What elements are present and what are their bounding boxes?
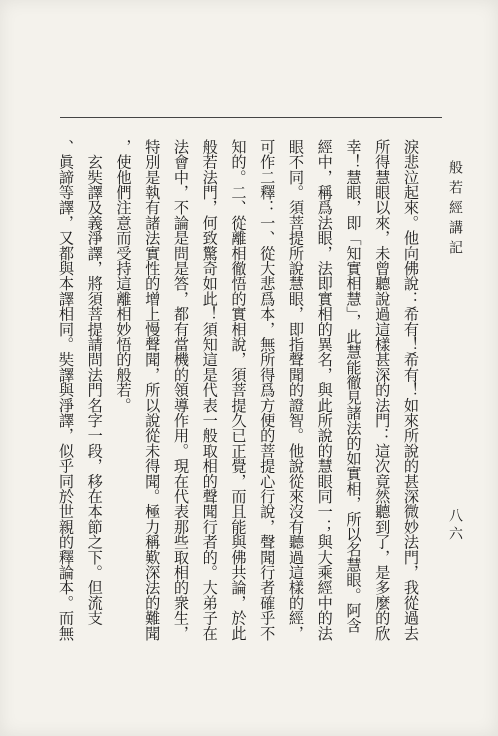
text-column: 、眞諦等譯，又都與本譯相同。奘譯與淨譯，似乎同於世親的釋論本。而無 [57,139,75,641]
text-column: 幸！慧眼，即「知實相慧」，此慧能徹見諸法的如實相，所以名慧眼。阿含 [344,139,363,633]
text-column: 特別是執有諸法實性的增上慢聲聞，所以說從未得聞。極力稱歎深法的難聞 [143,139,162,641]
page-number: 八六 [447,508,463,544]
text-column: 知的。二、從離相徹悟的實相說，須菩提久已正覺，而且能與佛共論，於此 [229,139,248,641]
text-column: 眼不同。須菩提所說慧眼，即指聲聞的證智。他說從來沒有聽過這樣的經， [287,139,305,641]
text-column: 法會中，不論是問是答，都有當機的領導作用。現在代表那些取相的衆生， [172,139,190,641]
header-rule [60,117,442,118]
text-column: 可作二釋：一、從大悲爲本，無所得爲方便的菩提心行說，聲聞行者確乎不 [258,139,277,641]
text-column: ，使他們注意而受持這離相妙悟的般若。 [114,139,133,413]
running-title: 般若經講記 [447,160,463,260]
text-column: 所得慧眼以來，未曾聽說過這樣甚深的法門：這次竟然聽到了，是多麼的欣 [373,139,392,641]
text-column: 般若法門，何致驚奇如此！須知這是代表一般取相的聲聞行者的。大弟子在 [200,139,219,641]
text-column: 經中，稱爲法眼，法即實相的異名，與此所說的慧眼同一；與大乘經中的法 [315,139,334,641]
text-column: 淚悲泣起來。他向佛說：希有！希有！如來所說的甚深微妙法門，我從過去 [402,139,420,641]
text-column: 玄奘譯及義淨譯，將須菩提請問法門名字一段，移在本節之下。但流支 [85,139,104,626]
body-text [56,139,421,714]
